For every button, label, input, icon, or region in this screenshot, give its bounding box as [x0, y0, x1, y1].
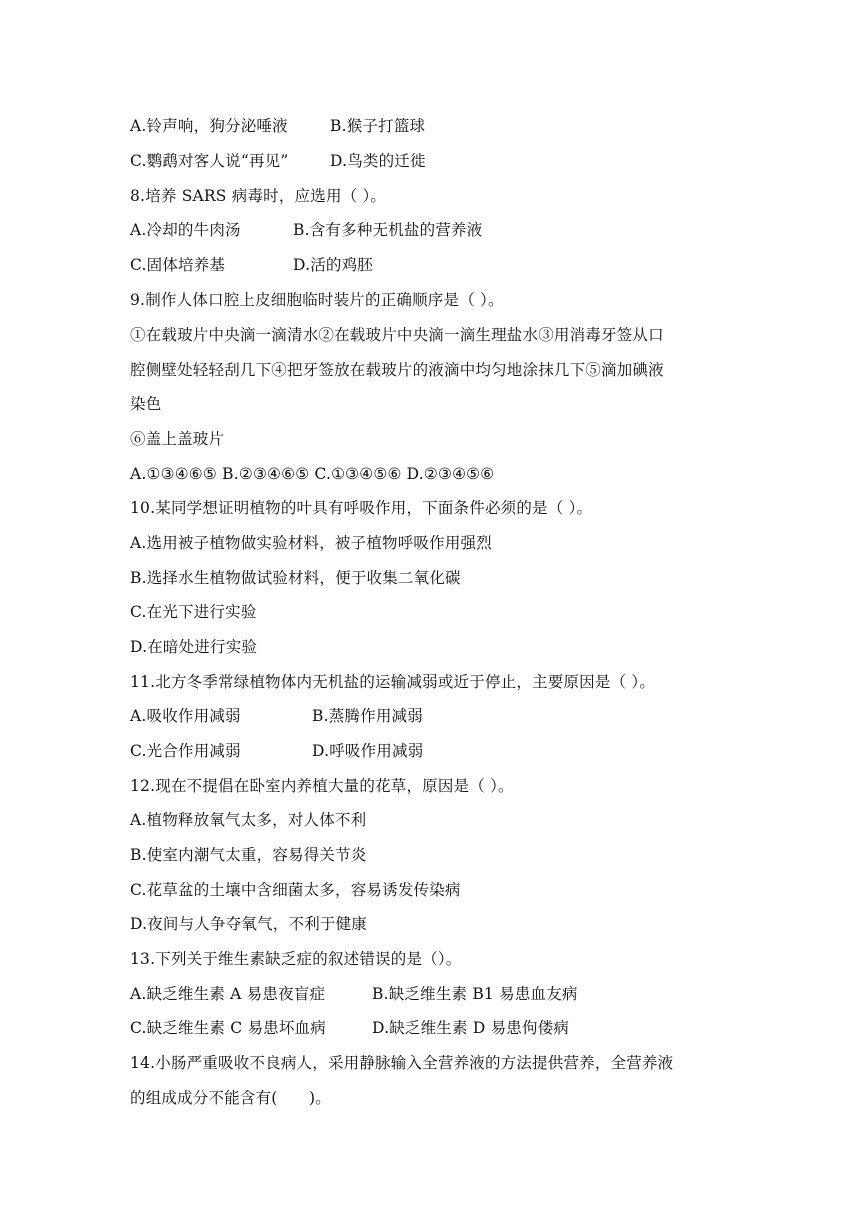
q11-option-c: C.光合作用减弱	[130, 742, 241, 760]
q8-option-c: C.固体培养基	[130, 256, 226, 274]
q7-option-b: B.猴子打篮球	[330, 117, 426, 135]
q8-stem: 8.培养 SARS 病毒时，应选用（ ）。	[130, 187, 387, 205]
q14-stem-line-1: 14.小肠严重吸收不良病人，采用静脉输入全营养液的方法提供营养，全营养液	[130, 1054, 674, 1072]
q9-steps-line-2: 腔侧壁处轻轻刮几下④把牙签放在载玻片的液滴中均匀地涂抹几下⑤滴加碘液	[130, 361, 664, 379]
q13-option-c: C.缺乏维生素 C 易患坏血病	[130, 1019, 326, 1037]
q9-stem: 9.制作人体口腔上皮细胞临时装片的正确顺序是（ ）。	[130, 291, 504, 309]
q10-stem: 10.某同学想证明植物的叶具有呼吸作用，下面条件必须的是（ ）。	[130, 499, 593, 517]
q12-option-d: D.夜间与人争夺氧气，不利于健康	[130, 915, 368, 933]
q10-option-d: D.在暗处进行实验	[130, 638, 258, 656]
q11-option-a: A.吸收作用减弱	[130, 707, 241, 725]
q9-steps-line-3: 染色	[130, 395, 162, 413]
q10-option-a: A.选用被子植物做实验材料，被子植物呼吸作用强烈	[130, 534, 492, 552]
q12-option-b: B.使室内潮气太重，容易得关节炎	[130, 846, 367, 864]
q11-option-d: D.呼吸作用减弱	[312, 742, 424, 760]
q9-steps-line-1: ①在载玻片中央滴一滴清水②在载玻片中央滴一滴生理盐水③用消毒牙签从口	[130, 326, 664, 344]
q12-option-c: C.花草盆的土壤中含细菌太多，容易诱发传染病	[130, 881, 461, 899]
q10-option-c: C.在光下进行实验	[130, 603, 257, 621]
q8-option-b: B.含有多种无机盐的营养液	[293, 221, 483, 239]
q10-option-b: B.选择水生植物做试验材料，便于收集二氧化碳	[130, 569, 461, 587]
q14-stem-line-2: 的组成成分不能含有( )。	[130, 1089, 331, 1107]
q9-steps-line-4: ⑥盖上盖玻片	[130, 430, 225, 448]
q7-option-c: C.鹦鹉对客人说“再见”	[130, 152, 289, 170]
q13-stem: 13.下列关于维生素缺乏症的叙述错误的是（）。	[130, 950, 462, 968]
q12-stem: 12.现在不提倡在卧室内养植大量的花草，原因是（ ）。	[130, 777, 514, 795]
q8-option-a: A.冷却的牛肉汤	[130, 221, 241, 239]
q12-option-a: A.植物释放氧气太多，对人体不利	[130, 811, 367, 829]
q8-option-d: D.活的鸡胚	[293, 256, 374, 274]
q7-option-a: A.铃声响，狗分泌唾液	[130, 117, 288, 135]
q7-option-d: D.鸟类的迁徙	[330, 152, 426, 170]
q13-option-b: B.缺乏维生素 B1 易患血友病	[372, 985, 578, 1003]
q11-option-b: B.蒸腾作用减弱	[312, 707, 423, 725]
q13-option-d: D.缺乏维生素 D 易患佝偻病	[372, 1019, 570, 1037]
q9-options: A.①③④⑥⑤ B.②③④⑥⑤ C.①③④⑤⑥ D.②③④⑤⑥	[130, 465, 495, 483]
q13-option-a: A.缺乏维生素 A 易患夜盲症	[130, 985, 326, 1003]
q11-stem: 11.北方冬季常绿植物体内无机盐的运输减弱或近于停止，主要原因是（ ）。	[130, 673, 656, 691]
